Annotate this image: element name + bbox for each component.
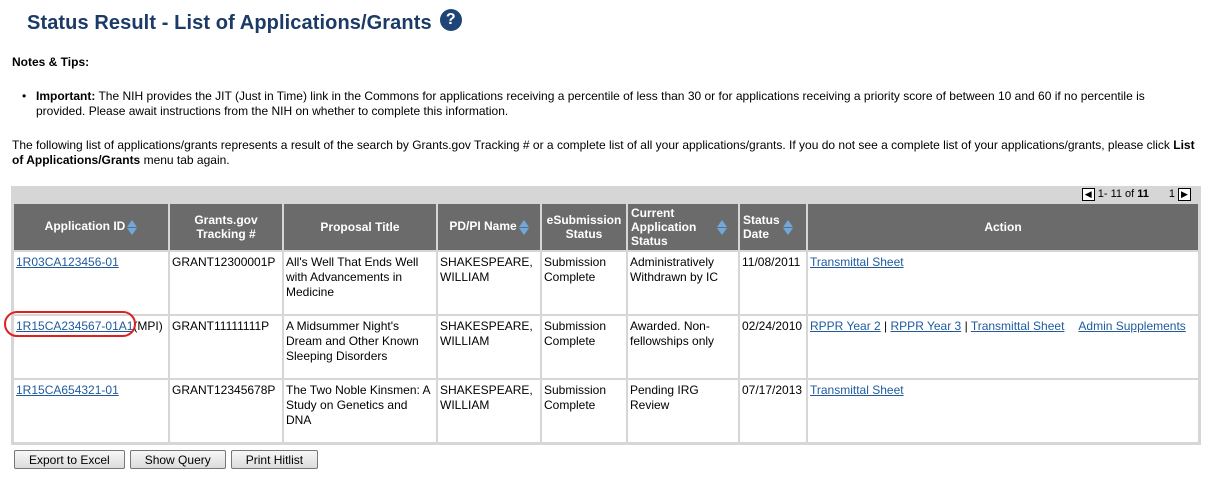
cell-status-date: 02/24/2010 — [740, 316, 806, 378]
cell-current-status: Pending IRG Review — [628, 380, 738, 442]
cell-action — [808, 316, 1198, 378]
sort-icon[interactable] — [127, 220, 137, 235]
cell-action — [808, 380, 1198, 442]
cell-proposal-title: All's Well That Ends Well with Advancements in Medicine — [284, 252, 436, 314]
cell-tracking: GRANT12300001P — [170, 252, 282, 314]
results-grid — [11, 186, 1201, 445]
col-status-date-label: Status Date — [743, 213, 780, 241]
mpi-tag: (MPI) — [133, 319, 163, 333]
tip-text: The NIH provides the JIT (Just in Time) link in the Commons for applications receiving a percentile of less than 30 or for applications receiving a priority score of between 10 and 60 if no percentile is provided. Please await instructions from the NIH on whether to complete this information. — [36, 89, 1145, 118]
cell-pdpi: SHAKESPEARE, WILLIAM — [438, 252, 540, 314]
table-row — [14, 316, 1198, 378]
col-pdpi-label: PD/PI Name — [449, 219, 517, 234]
cell-proposal-title: A Midsummer Night's Dream and Other Known Sleeping Disorders — [284, 316, 436, 378]
cell-esubmission: Submission Complete — [542, 252, 626, 314]
pager-range: 1- 11 of — [1097, 188, 1135, 200]
application-id-link[interactable]: 1R15CA654321-01 — [16, 383, 119, 397]
col-current-status-label: Current Application Status — [631, 206, 697, 248]
link-separator: | — [961, 319, 971, 333]
cell-proposal-title: The Two Noble Kinsmen: A Study on Genetics and DNA — [284, 380, 436, 442]
intro-menu-name: List of Applications/Grants — [12, 138, 1195, 167]
pager — [1082, 186, 1191, 202]
rppr-year2-link[interactable]: RPPR Year 2 — [810, 319, 881, 333]
cell-tracking: GRANT11111111P — [170, 316, 282, 378]
cell-esubmission: Submission Complete — [542, 316, 626, 378]
cell-current-status: Administratively Withdrawn by IC — [628, 252, 738, 314]
page-header — [27, 8, 462, 38]
applications-table — [12, 202, 1200, 444]
pager-page: 1 — [1168, 188, 1175, 200]
show-query-button[interactable]: Show Query — [130, 450, 226, 469]
table-row — [14, 380, 1198, 442]
cell-application-id — [14, 316, 168, 378]
link-separator: | — [880, 319, 891, 333]
sort-icon[interactable] — [519, 220, 529, 235]
cell-application-id — [14, 380, 168, 442]
export-to-excel-button[interactable]: Export to Excel — [14, 450, 125, 469]
cell-application-id — [14, 252, 168, 314]
pager-prev-icon[interactable]: ◀ — [1082, 188, 1095, 201]
cell-action — [808, 252, 1198, 314]
col-tracking: Grants.gov Tracking # — [170, 204, 282, 250]
important-tip — [22, 89, 1196, 119]
table-header-row — [14, 204, 1198, 250]
cell-esubmission: Submission Complete — [542, 380, 626, 442]
help-icon[interactable]: ? — [440, 9, 462, 31]
button-bar — [14, 450, 318, 469]
col-action: Action — [808, 204, 1198, 250]
col-current-status[interactable] — [628, 204, 738, 250]
intro-body: The following list of applications/grants represents a result of the search by Grants.gov Tracking # or a complete list of all your applications/grants. If you do not see a complete list of your applications/grants, please click — [12, 138, 1174, 152]
application-id-link[interactable]: 1R15CA234567-01A1 — [16, 319, 134, 333]
transmittal-sheet-link[interactable]: Transmittal Sheet — [810, 255, 904, 269]
sort-icon[interactable] — [783, 220, 793, 235]
pager-next-icon[interactable]: ▶ — [1178, 188, 1191, 201]
rppr-year3-link[interactable]: RPPR Year 3 — [890, 319, 962, 333]
col-pdpi-name[interactable] — [438, 204, 540, 250]
page-title: Status Result - List of Applications/Grants — [27, 11, 432, 34]
transmittal-sheet-link[interactable]: Transmittal Sheet — [970, 319, 1065, 333]
cell-status-date: 11/08/2011 — [740, 252, 806, 314]
print-hitlist-button[interactable]: Print Hitlist — [231, 450, 318, 469]
col-status-date[interactable] — [740, 204, 806, 250]
cell-pdpi: SHAKESPEARE, WILLIAM — [438, 316, 540, 378]
cell-pdpi: SHAKESPEARE, WILLIAM — [438, 380, 540, 442]
col-application-id[interactable] — [14, 204, 168, 250]
col-proposal-title: Proposal Title — [284, 204, 436, 250]
cell-current-status: Awarded. Non-fellowships only — [628, 316, 738, 378]
table-row — [14, 252, 1198, 314]
notes-heading: Notes & Tips: — [12, 55, 90, 69]
intro-text — [12, 138, 1202, 168]
transmittal-sheet-link[interactable]: Transmittal Sheet — [810, 383, 904, 397]
tip-label: Important: — [36, 89, 96, 103]
bullet-icon: • — [22, 89, 27, 103]
cell-status-date: 07/17/2013 — [740, 380, 806, 442]
application-id-link[interactable]: 1R03CA123456-01 — [16, 255, 119, 269]
col-esubmission-status: eSubmission Status — [542, 204, 626, 250]
intro-tail: menu tab again. — [140, 153, 230, 167]
pager-total: 11 — [1137, 188, 1149, 200]
col-application-id-label: Application ID — [44, 219, 126, 234]
cell-tracking: GRANT12345678P — [170, 380, 282, 442]
admin-supplements-link[interactable]: Admin Supplements — [1078, 319, 1186, 333]
sort-icon[interactable] — [717, 220, 727, 235]
